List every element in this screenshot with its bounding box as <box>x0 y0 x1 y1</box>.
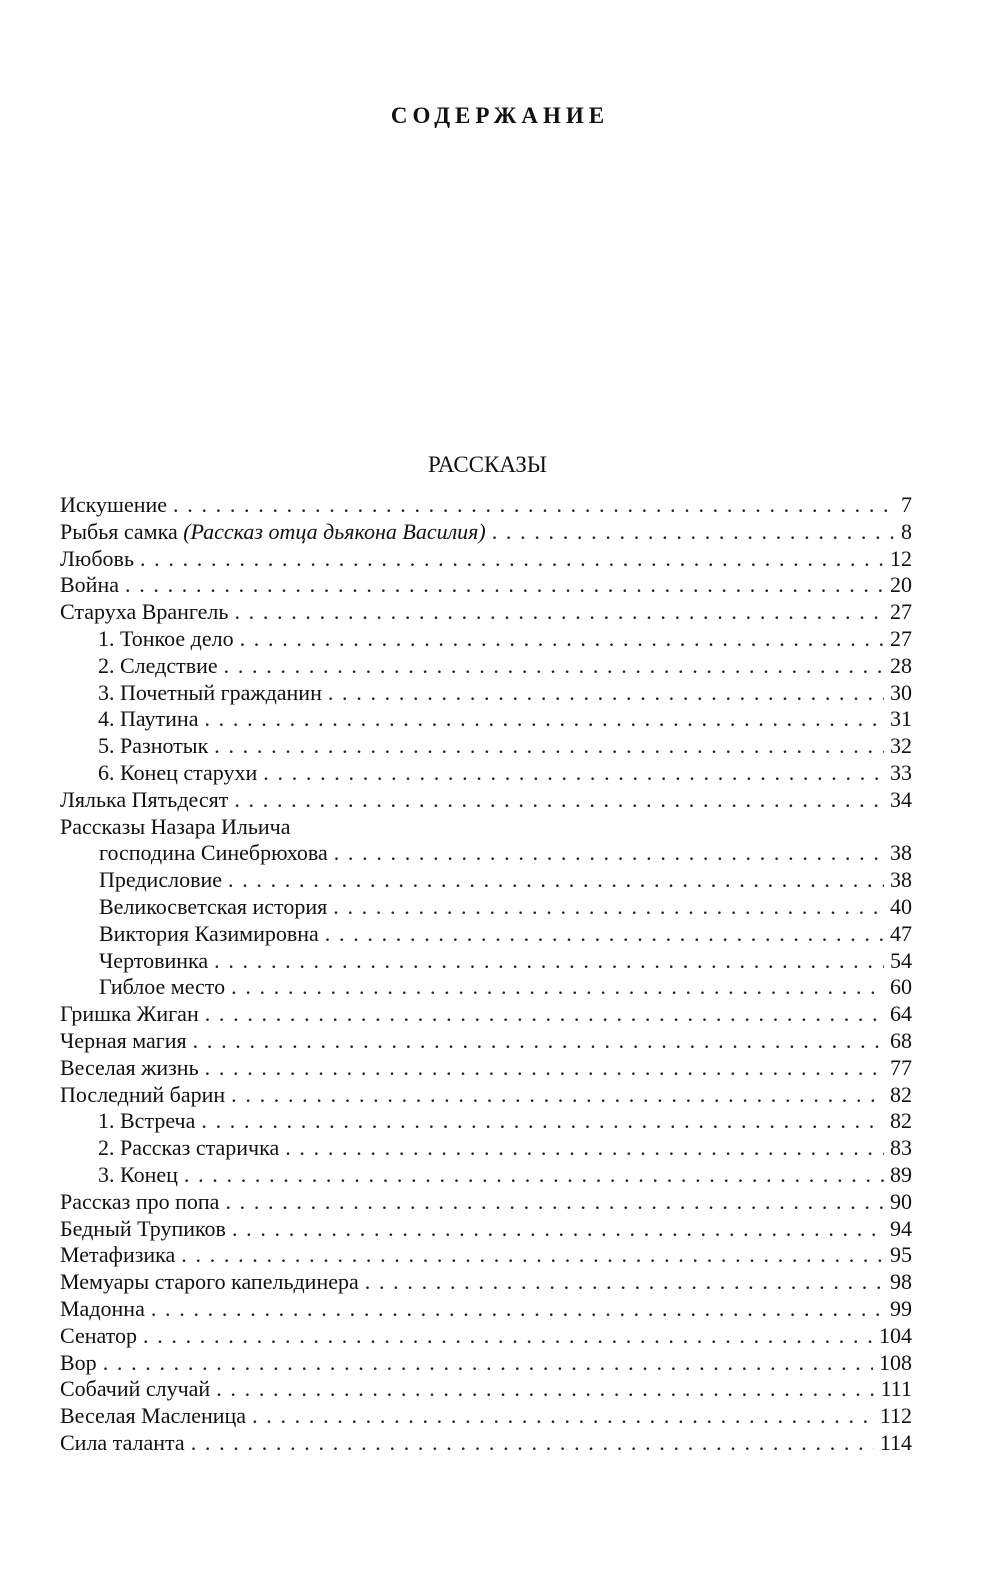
toc-entry-title-text: Последний барин <box>60 1081 226 1107</box>
toc-entry-title-text: 1. Тонкое дело <box>98 625 234 651</box>
dot-leader <box>181 1242 884 1269</box>
toc-entry-title <box>60 1242 175 1269</box>
toc-page-number: 108 <box>879 1349 912 1375</box>
toc-entry-title <box>98 1108 195 1135</box>
dot-leader <box>193 1028 884 1055</box>
toc-entry-title-text: 4. Паутина <box>98 706 199 732</box>
toc-entry-title <box>98 680 322 707</box>
toc-entry-title-text: Сенатор <box>60 1322 137 1348</box>
toc-page-number: 112 <box>879 1403 912 1429</box>
toc-page-number: 28 <box>890 652 912 678</box>
dot-leader <box>125 572 884 599</box>
toc-entry-title <box>98 653 218 680</box>
toc-page-number: 30 <box>890 679 912 705</box>
dot-leader <box>325 921 884 948</box>
toc-page-number: 7 <box>901 492 912 517</box>
toc-entry[interactable] <box>60 1269 912 1296</box>
toc-page-number: 68 <box>890 1027 912 1053</box>
toc-entry[interactable] <box>60 626 912 653</box>
dot-leader <box>225 1189 884 1216</box>
dot-leader <box>492 519 895 546</box>
toc-entry-title-text: Виктория Казимировна <box>99 920 319 946</box>
dot-leader <box>263 760 884 787</box>
toc-entry[interactable] <box>60 733 912 760</box>
dot-leader <box>214 948 884 975</box>
toc-entry[interactable] <box>60 653 912 680</box>
toc-entry[interactable] <box>60 1135 912 1162</box>
toc-entry-title <box>60 1323 137 1350</box>
toc-entry-title-text: 6. Конец старухи <box>98 759 258 785</box>
toc-entry[interactable] <box>60 760 912 787</box>
toc-entry-title-text: Рассказы Назара Ильича <box>60 813 291 839</box>
toc-page-number: 8 <box>901 518 912 544</box>
toc-entry[interactable] <box>60 492 912 519</box>
toc-entry[interactable] <box>60 948 912 975</box>
toc-entry-title-text: Бедный Трупиков <box>60 1215 226 1241</box>
toc-page-number: 114 <box>879 1429 912 1455</box>
toc-entry[interactable] <box>60 974 912 1001</box>
toc-entry[interactable] <box>60 787 912 814</box>
dot-leader <box>234 787 884 814</box>
toc-entry-title <box>60 546 134 573</box>
toc-entry-title-text: Гиблое место <box>99 974 226 1000</box>
toc-page-number: 82 <box>890 1081 912 1107</box>
toc-entry-title <box>99 974 225 1001</box>
toc-entry-title-text: Предисловие <box>99 867 222 893</box>
table-of-contents <box>60 492 912 1457</box>
toc-page-number: 95 <box>890 1242 912 1268</box>
toc-entry[interactable] <box>60 1001 912 1028</box>
dot-leader <box>334 840 884 867</box>
toc-entry[interactable] <box>60 1376 912 1403</box>
toc-entry-title <box>60 1055 199 1082</box>
toc-entry-title <box>98 1162 178 1189</box>
toc-page-number: 38 <box>890 840 912 866</box>
toc-entry-title-text: Метафизика <box>60 1242 176 1268</box>
toc-entry-title <box>99 867 222 894</box>
toc-entry[interactable] <box>60 1350 912 1377</box>
toc-entry-title <box>60 1082 225 1109</box>
toc-entry-title <box>60 787 228 814</box>
dot-leader <box>240 626 884 653</box>
dot-leader <box>231 1082 884 1109</box>
toc-entry-title-text: Чертовинка <box>99 947 209 973</box>
toc-entry-title-text: Гришка Жиган <box>60 1001 199 1027</box>
toc-entry-title-text: Война <box>60 572 119 598</box>
toc-page-number: 89 <box>890 1161 912 1187</box>
toc-page-number: 47 <box>890 920 912 946</box>
toc-entry-title <box>99 921 319 948</box>
toc-entry-title <box>98 760 257 787</box>
dot-leader <box>231 974 884 1001</box>
dot-leader <box>328 680 884 707</box>
toc-page-number: 94 <box>890 1215 912 1241</box>
toc-entry-title-text: Сила таланта <box>60 1429 185 1455</box>
dot-leader <box>365 1269 884 1296</box>
toc-entry-title-text: Веселая Масленица <box>60 1403 247 1429</box>
dot-leader <box>234 599 884 626</box>
toc-entry[interactable] <box>60 599 912 626</box>
dot-leader <box>204 706 884 733</box>
dot-leader <box>191 1430 874 1457</box>
toc-entry-title-text: Веселая жизнь <box>60 1054 199 1080</box>
toc-entry-title <box>99 894 327 921</box>
toc-entry-title <box>60 1028 187 1055</box>
toc-entry[interactable] <box>60 1242 912 1269</box>
toc-entry[interactable] <box>60 921 912 948</box>
toc-page-number: 77 <box>890 1054 912 1080</box>
toc-entry-title <box>60 1189 219 1216</box>
toc-entry-title <box>98 733 208 760</box>
toc-entry-title-text: 5. Разнотык <box>98 733 209 759</box>
toc-page-number: 12 <box>890 545 912 571</box>
toc-entry-subtitle: (Рассказ отца дьякона Василия) <box>183 518 486 544</box>
toc-entry-title <box>60 572 119 599</box>
toc-entry-title <box>60 1376 210 1403</box>
toc-entry[interactable] <box>60 840 912 867</box>
toc-page-number: 32 <box>890 733 912 759</box>
toc-entry-title <box>60 814 291 841</box>
toc-page-number: 38 <box>890 867 912 893</box>
toc-page-number: 90 <box>890 1188 912 1214</box>
toc-entry-title-text: Лялька Пятьдесят <box>60 786 229 812</box>
toc-entry[interactable] <box>60 894 912 921</box>
toc-entry-title <box>60 519 486 546</box>
toc-entry-title-text: Мемуары старого капельдинера <box>60 1269 359 1295</box>
toc-entry[interactable] <box>60 1216 912 1243</box>
toc-page-number: 98 <box>890 1269 912 1295</box>
toc-entry[interactable] <box>60 867 912 894</box>
toc-entry-title-text: господина Синебрюхова <box>99 840 328 866</box>
toc-entry[interactable] <box>60 1162 912 1189</box>
toc-entry-title <box>60 1216 226 1243</box>
toc-page-number: 54 <box>890 947 912 973</box>
toc-entry[interactable] <box>60 680 912 707</box>
toc-entry[interactable] <box>60 546 912 573</box>
toc-entry-title <box>98 626 234 653</box>
toc-entry[interactable] <box>60 572 912 599</box>
toc-page-number: 82 <box>890 1108 912 1134</box>
toc-entry-title <box>60 599 228 626</box>
toc-page-number: 40 <box>890 893 912 919</box>
toc-entry[interactable] <box>60 814 912 841</box>
toc-entry[interactable] <box>60 1028 912 1055</box>
toc-entry-title-text: Вор <box>60 1349 97 1375</box>
toc-page-number: 20 <box>890 572 912 598</box>
toc-entry[interactable] <box>60 1055 912 1082</box>
toc-entry-title-text: Великосветская история <box>99 893 328 919</box>
dot-leader <box>333 894 884 921</box>
toc-entry-title-text: 1. Встреча <box>98 1108 196 1134</box>
dot-leader <box>285 1135 884 1162</box>
toc-entry-title <box>60 492 167 519</box>
dot-leader <box>173 492 895 519</box>
dot-leader <box>201 1108 884 1135</box>
dot-leader <box>184 1162 884 1189</box>
dot-leader <box>140 546 884 573</box>
toc-entry-title-text: Собачий случай <box>60 1376 211 1402</box>
toc-entry-title-text: 2. Следствие <box>98 652 218 678</box>
toc-page-number: 64 <box>890 1001 912 1027</box>
toc-page-number: 33 <box>890 759 912 785</box>
toc-entry-title <box>60 1430 185 1457</box>
dot-leader <box>151 1296 884 1323</box>
dot-leader <box>216 1376 874 1403</box>
toc-entry-title-text: Любовь <box>60 545 134 571</box>
toc-entry[interactable] <box>60 1082 912 1109</box>
toc-entry-title-text: 3. Конец <box>98 1161 178 1187</box>
toc-entry-title <box>60 1269 359 1296</box>
dot-leader <box>252 1403 874 1430</box>
toc-entry[interactable] <box>60 706 912 733</box>
toc-entry[interactable] <box>60 1403 912 1430</box>
toc-entry[interactable] <box>60 1430 912 1457</box>
toc-entry-title <box>99 948 208 975</box>
toc-page-number: 99 <box>890 1295 912 1321</box>
toc-entry-title <box>60 1350 97 1377</box>
toc-entry[interactable] <box>60 1108 912 1135</box>
dot-leader <box>205 1001 884 1028</box>
toc-entry-title-text: Рассказ про попа <box>60 1188 220 1214</box>
toc-entry-title-text: Рыбья самка <box>60 518 184 544</box>
toc-entry[interactable] <box>60 1296 912 1323</box>
toc-entry-title <box>99 840 328 867</box>
toc-entry[interactable] <box>60 519 912 546</box>
toc-entry-title <box>60 1296 145 1323</box>
toc-entry-title-text: Старуха Врангель <box>60 599 229 625</box>
toc-page-number: 83 <box>890 1135 912 1161</box>
dot-leader <box>143 1323 873 1350</box>
toc-entry-title-text: Искушение <box>60 492 168 517</box>
dot-leader <box>214 733 884 760</box>
dot-leader <box>103 1350 873 1377</box>
toc-entry-title-text: 2. Рассказ старичка <box>98 1135 280 1161</box>
toc-entry-title <box>98 706 198 733</box>
dot-leader <box>224 653 884 680</box>
dot-leader <box>232 1216 884 1243</box>
toc-entry-title <box>60 1403 246 1430</box>
dot-leader <box>205 1055 884 1082</box>
dot-leader <box>228 867 884 894</box>
toc-page-number: 27 <box>890 625 912 651</box>
toc-entry-title-text: 3. Почетный гражданин <box>98 679 322 705</box>
toc-entry-title <box>98 1135 279 1162</box>
toc-entry-title <box>60 1001 199 1028</box>
toc-entry-title-text: Мадонна <box>60 1295 145 1321</box>
toc-page-number: 111 <box>880 1376 912 1402</box>
toc-entry[interactable] <box>60 1189 912 1216</box>
toc-page-number: 104 <box>879 1322 912 1348</box>
section-heading: РАССКАЗЫ <box>428 452 547 477</box>
toc-page-number: 27 <box>890 599 912 625</box>
toc-page-number: 60 <box>890 974 912 1000</box>
toc-page-number: 31 <box>890 706 912 732</box>
toc-entry-title-text: Черная магия <box>60 1027 187 1053</box>
toc-page-number: 34 <box>890 786 912 812</box>
toc-entry[interactable] <box>60 1323 912 1350</box>
page-title: СОДЕРЖАНИЕ <box>390 103 610 129</box>
